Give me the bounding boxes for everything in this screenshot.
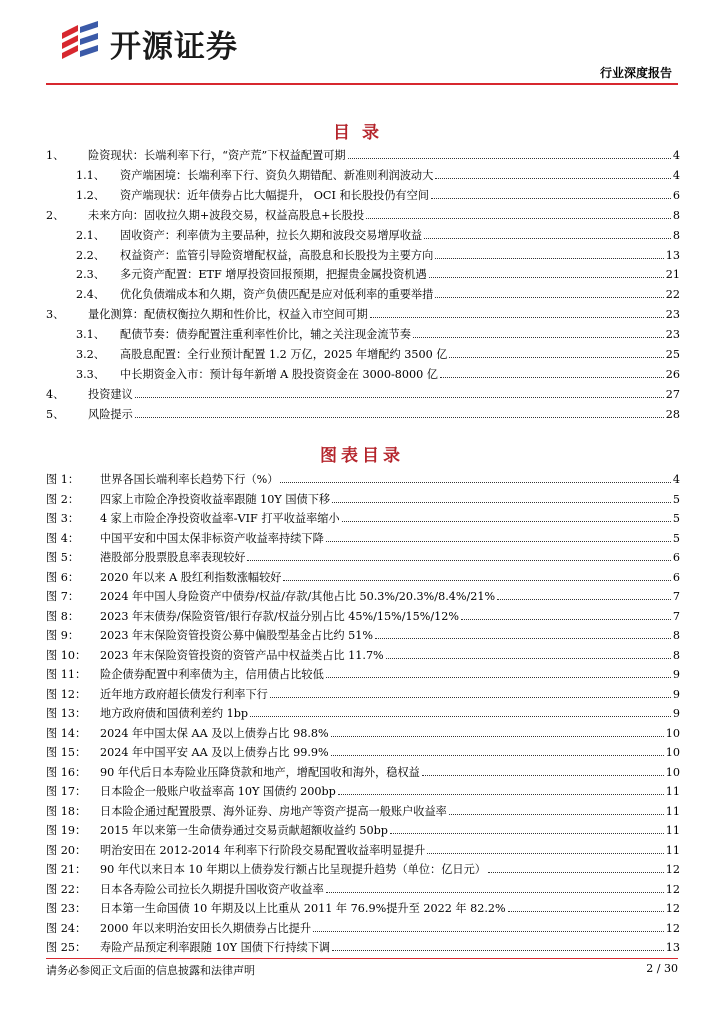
figure-entry-number: 图 1： [46,473,80,486]
figure-entry[interactable] [46,724,680,741]
toc-entry-page: 6 [672,188,680,202]
figure-entry-title: 2023 年末保险资管投资的资管产品中权益类占比 11.7% [100,648,384,662]
figure-entry-title: 地方政府债和国债利差约 1bp [100,707,249,720]
figure-entry-page: 12 [665,863,680,876]
toc-entry-title: 资产端现状：近年债券占比大幅提升， OCI 和长股投仍有空间 [120,188,429,202]
header-divider [46,83,678,85]
toc-leader-dots [366,218,671,219]
toc-entry-title: 量化测算：配债权衡拉久期和性价比，权益入市空间可期 [88,308,368,322]
toc-title: 目录 [333,123,391,143]
figure-entry[interactable] [46,529,680,546]
figure-entry-title: 近年地方政府超长债发行利率下行 [100,687,268,701]
company-name: 开源证券 [110,28,238,65]
figure-leader-dots [332,502,671,503]
figure-entry[interactable] [46,470,680,487]
figure-leader-dots [449,814,664,815]
figure-leader-dots [332,950,664,951]
logo-mark-icon [58,19,102,67]
toc-entry-number: 3.3、 [76,367,105,381]
figure-entry[interactable] [46,607,680,624]
figure-entry-title: 2023 年末保险资管投资公募中偏股型基金占比约 51% [100,629,374,642]
figure-leader-dots [250,716,671,717]
figure-entry-title: 2024 年中国人身险资产中债券/权益/存款/其他占比 50.3%/20.3%/8.4%/21% [100,590,496,603]
toc-entry[interactable] [76,226,680,243]
figure-leader-dots [247,560,670,561]
toc-leader-dots [370,317,664,318]
figure-entry[interactable] [46,763,680,780]
company-logo [58,18,238,68]
figure-leader-dots [283,580,670,581]
figure-entry[interactable] [46,568,680,585]
figure-entry[interactable] [46,646,680,663]
figure-entry-page: 10 [665,765,680,779]
figure-entry-title: 明治安田在 2012-2014 年利率下行阶段交易配置收益率明显提升 [100,843,426,857]
figure-entry[interactable] [46,509,680,526]
figure-leader-dots [313,931,664,932]
figure-entry-page: 6 [672,570,680,584]
figure-entry-page: 10 [665,726,680,740]
figure-entry-page: 9 [672,707,680,720]
figure-leader-dots [390,833,664,834]
toc-entry-page: 22 [665,288,680,302]
figure-entry-page: 11 [665,843,680,857]
figure-leader-dots [497,599,671,600]
figure-entry-page: 5 [672,531,680,545]
figure-entry-title: 港股部分股票股息率表现较好 [100,551,246,564]
figure-entry[interactable] [46,490,680,507]
toc-entry-number: 2.2、 [76,248,105,262]
figure-entry-number: 图 3： [46,512,80,525]
figure-entry-title: 90 年代以来日本 10 年期以上债券发行额占比呈现提升趋势（单位：亿日元） [100,863,486,876]
figure-entry-title: 中国平安和中国太保非标资产收益率持续下降 [100,531,324,545]
figure-leader-dots [508,911,664,912]
figure-entry-page: 9 [672,687,680,701]
figure-leader-dots [270,697,671,698]
figure-entry-title: 日本第一生命国债 10 年期及以上比重从 2011 年 76.9%提升至 2022 年 82.2% [100,902,506,915]
figure-leader-dots [326,677,671,678]
figure-entry-title: 2024 年中国平安 AA 及以上债券占比 99.9% [100,746,329,759]
toc-entry[interactable] [76,345,680,362]
figure-entry[interactable] [46,704,680,721]
figure-entry-number: 图 6： [46,570,80,584]
toc-entry-page: 23 [665,308,680,322]
figure-entry-title: 日本险企通过配置股票、海外证券、房地产等资产提高一般账户收益率 [100,804,447,818]
toc-entry[interactable] [76,246,680,263]
toc-entry-number: 5、 [46,407,65,421]
toc-entry-number: 4、 [46,387,65,401]
figure-entry[interactable] [46,587,680,604]
report-type-label: 行业深度报告 [599,66,672,80]
figure-entry-title: 四家上市险企净投资收益率跟随 10Y 国债下移 [100,492,331,506]
figure-entry-page: 4 [672,473,680,486]
toc-leader-dots [435,178,671,179]
footer-divider [46,958,678,959]
figure-entry[interactable] [46,685,680,702]
figure-entry-title: 世界各国长端利率长趋势下行（%） [100,473,279,486]
toc-entry[interactable] [46,206,680,223]
figure-entry-number: 图 21： [46,863,87,876]
toc-entry-number: 1.2、 [76,188,105,202]
figure-entry-page: 7 [672,609,680,623]
figure-entry[interactable] [46,743,680,760]
figure-entry-number: 图 20： [46,843,87,857]
figure-entry[interactable] [46,841,680,858]
toc-entry-title: 高股息配置：全行业预计配置 1.2 万亿，2025 年增配约 3500 亿 [120,348,448,361]
toc-entry-title: 险资现状：长端利率下行，“资产荒”下权益配置可期 [88,149,346,162]
figure-entry-number: 图 12： [46,687,87,701]
toc-entry-number: 3.2、 [76,348,105,361]
toc-entry-number: 1、 [46,149,65,162]
figure-entry-number: 图 2： [46,492,80,506]
toc-entry-page: 13 [665,248,680,262]
figure-entry-page: 5 [672,492,680,506]
figure-leader-dots [331,736,664,737]
figure-entry-page: 5 [672,512,680,525]
figure-entry-number: 图 24： [46,921,87,935]
toc-entry[interactable] [76,325,680,342]
figure-entry-number: 图 4： [46,531,80,545]
toc-entry-number: 2.4、 [76,288,105,302]
figure-entry-title: 寿险产品预定利率跟随 10Y 国债下行持续下调 [100,941,331,954]
figure-entry-number: 图 22： [46,882,87,896]
figure-entry-number: 图 5： [46,551,80,564]
figure-entry-page: 11 [665,824,680,837]
toc-entry-title: 资产端困境：长端利率下行、资负久期错配、新准则利润波动大 [120,168,434,182]
figure-entry-number: 图 9： [46,629,80,642]
figure-leader-dots [331,755,664,756]
figure-entry-number: 图 19： [46,824,87,837]
figures-title: 图表目录 [320,446,404,466]
figure-entry-page: 13 [665,941,680,954]
toc-entry-title: 中长期资金入市：预计每年新增 A 股投资资金在 3000-8000 亿 [120,367,438,381]
figure-entry-title: 日本各寿险公司拉长久期提升国收资产收益率 [100,882,324,896]
figure-entry-number: 图 16： [46,765,87,779]
figure-entry-title: 2024 年中国太保 AA 及以上债券占比 98.8% [100,726,329,740]
figure-entry-page: 8 [672,648,680,662]
figure-entry-title: 90 年代后日本寿险业压降贷款和地产，增配国收和海外，稳权益 [100,765,420,779]
figure-leader-dots [461,619,671,620]
toc-entry[interactable] [76,186,680,203]
toc-entry-number: 2、 [46,208,65,222]
figure-entry[interactable] [46,880,680,897]
figure-leader-dots [338,794,664,795]
toc-leader-dots [435,258,663,259]
figure-entry-number: 图 23： [46,902,87,915]
toc-leader-dots [424,238,671,239]
figure-entry-title: 2020 年以来 A 股红利指数涨幅较好 [100,570,282,584]
toc-leader-dots [413,337,664,338]
figure-leader-dots [280,482,670,483]
figure-entry[interactable] [46,821,680,838]
figure-leader-dots [488,872,664,873]
toc-entry[interactable] [76,365,680,382]
figure-entry-number: 图 17： [46,785,87,798]
toc-entry[interactable] [46,305,680,322]
figure-leader-dots [326,541,671,542]
figure-entry-title: 险企债券配置中利率债为主，信用债占比较低 [100,668,324,681]
toc-entry-title: 权益资产：监管引导险资增配权益，高股息和长股投为主要方向 [120,248,434,262]
figure-entry[interactable] [46,899,680,916]
toc-entry-page: 26 [665,367,680,381]
figure-leader-dots [326,892,664,893]
toc-entry[interactable] [46,385,680,402]
figure-entry-number: 图 18： [46,804,87,818]
toc-entry[interactable] [76,265,680,282]
toc-entry-number: 3.1、 [76,328,105,342]
toc-entry-page: 28 [665,407,680,421]
figure-entry-number: 图 7： [46,590,80,603]
toc-entry-page: 21 [665,268,680,282]
toc-entry[interactable] [46,405,680,422]
figure-entry-page: 8 [672,629,680,642]
figure-entry[interactable] [46,626,680,643]
toc-entry-title: 风险提示 [88,407,133,421]
toc-leader-dots [431,198,671,199]
figure-entry-title: 2023 年末债券/保险资管/银行存款/权益分别占比 45%/15%/15%/12% [100,609,460,623]
toc-leader-dots [135,417,664,418]
toc-entry[interactable] [76,285,680,302]
figure-entry-title: 2015 年以来第一生命债券通过交易贡献超额收益约 50bp [100,824,388,837]
toc-entry-page: 4 [672,168,680,182]
figure-entry-page: 6 [672,551,680,564]
figure-entry-page: 12 [665,902,680,915]
figure-entry-page: 12 [665,882,680,896]
toc-leader-dots [449,357,663,358]
toc-entry-number: 2.1、 [76,228,105,242]
figure-entry[interactable] [46,548,680,565]
toc-entry-number: 1.1、 [76,168,105,182]
toc-entry-title: 未来方向：固收拉久期+波段交易，权益高股息+长股投 [88,208,365,222]
figure-leader-dots [342,521,671,522]
toc-entry-page: 8 [672,208,680,222]
figure-leader-dots [422,775,664,776]
figure-entry-page: 7 [672,590,680,603]
toc-leader-dots [440,377,664,378]
toc-entry-title: 配债节奏：债券配置注重利率性价比，辅之关注现金流节奏 [120,328,411,342]
figure-entry-number: 图 15： [46,746,87,759]
figure-entry[interactable] [46,860,680,877]
toc-entry-page: 23 [665,328,680,342]
figure-entry-number: 图 10： [46,648,87,662]
toc-leader-dots [429,277,664,278]
toc-leader-dots [435,297,663,298]
figure-entry-number: 图 13： [46,707,87,720]
figure-entry[interactable] [46,919,680,936]
toc-entry-page: 4 [672,149,680,162]
figure-entry-number: 图 14： [46,726,87,740]
toc-entry-title: 固收资产：利率债为主要品种，拉长久期和波段交易增厚收益 [120,228,423,242]
footer-disclaimer: 请务必参阅正文后面的信息披露和法律声明 [46,964,255,977]
figure-leader-dots [386,658,671,659]
figure-entry-page: 11 [665,785,680,798]
figure-entry-title: 4 家上市险企净投资收益率-VIF 打平收益率缩小 [100,512,340,525]
toc-entry-title: 投资建议 [88,387,133,401]
toc-entry-page: 8 [672,228,680,242]
figure-entry-title: 2000 年以来明治安田长久期债券占比提升 [100,921,312,935]
toc-entry-number: 3、 [46,308,65,322]
toc-entry-page: 25 [665,348,680,361]
figure-entry[interactable] [46,782,680,799]
toc-leader-dots [348,158,671,159]
toc-leader-dots [135,397,664,398]
toc-entry-title: 多元资产配置：ETF 增厚投资回报预期，把握贵金属投资机遇 [120,268,427,282]
figure-entry-title: 日本险企一般账户收益率高 10Y 国债约 200bp [100,785,336,798]
page-number: 2 / 30 [646,962,678,975]
toc-entry[interactable] [76,166,680,183]
toc-entry-page: 27 [665,387,680,401]
toc-entry[interactable] [46,146,680,163]
figure-entry[interactable] [46,938,680,955]
figure-entry-number: 图 11： [46,668,87,681]
figure-entry-number: 图 8： [46,609,80,623]
figure-entry-number: 图 25： [46,941,87,954]
figure-entry-page: 9 [672,668,680,681]
toc-entry-number: 2.3、 [76,268,105,282]
figure-leader-dots [427,853,664,854]
figure-entry[interactable] [46,802,680,819]
figure-entry[interactable] [46,665,680,682]
figure-entry-page: 12 [665,921,680,935]
figure-leader-dots [375,638,671,639]
toc-entry-title: 优化负债端成本和久期，资产负债匹配是应对低利率的重要举措 [120,288,434,302]
figure-entry-page: 10 [665,746,680,759]
figure-entry-page: 11 [665,804,680,818]
